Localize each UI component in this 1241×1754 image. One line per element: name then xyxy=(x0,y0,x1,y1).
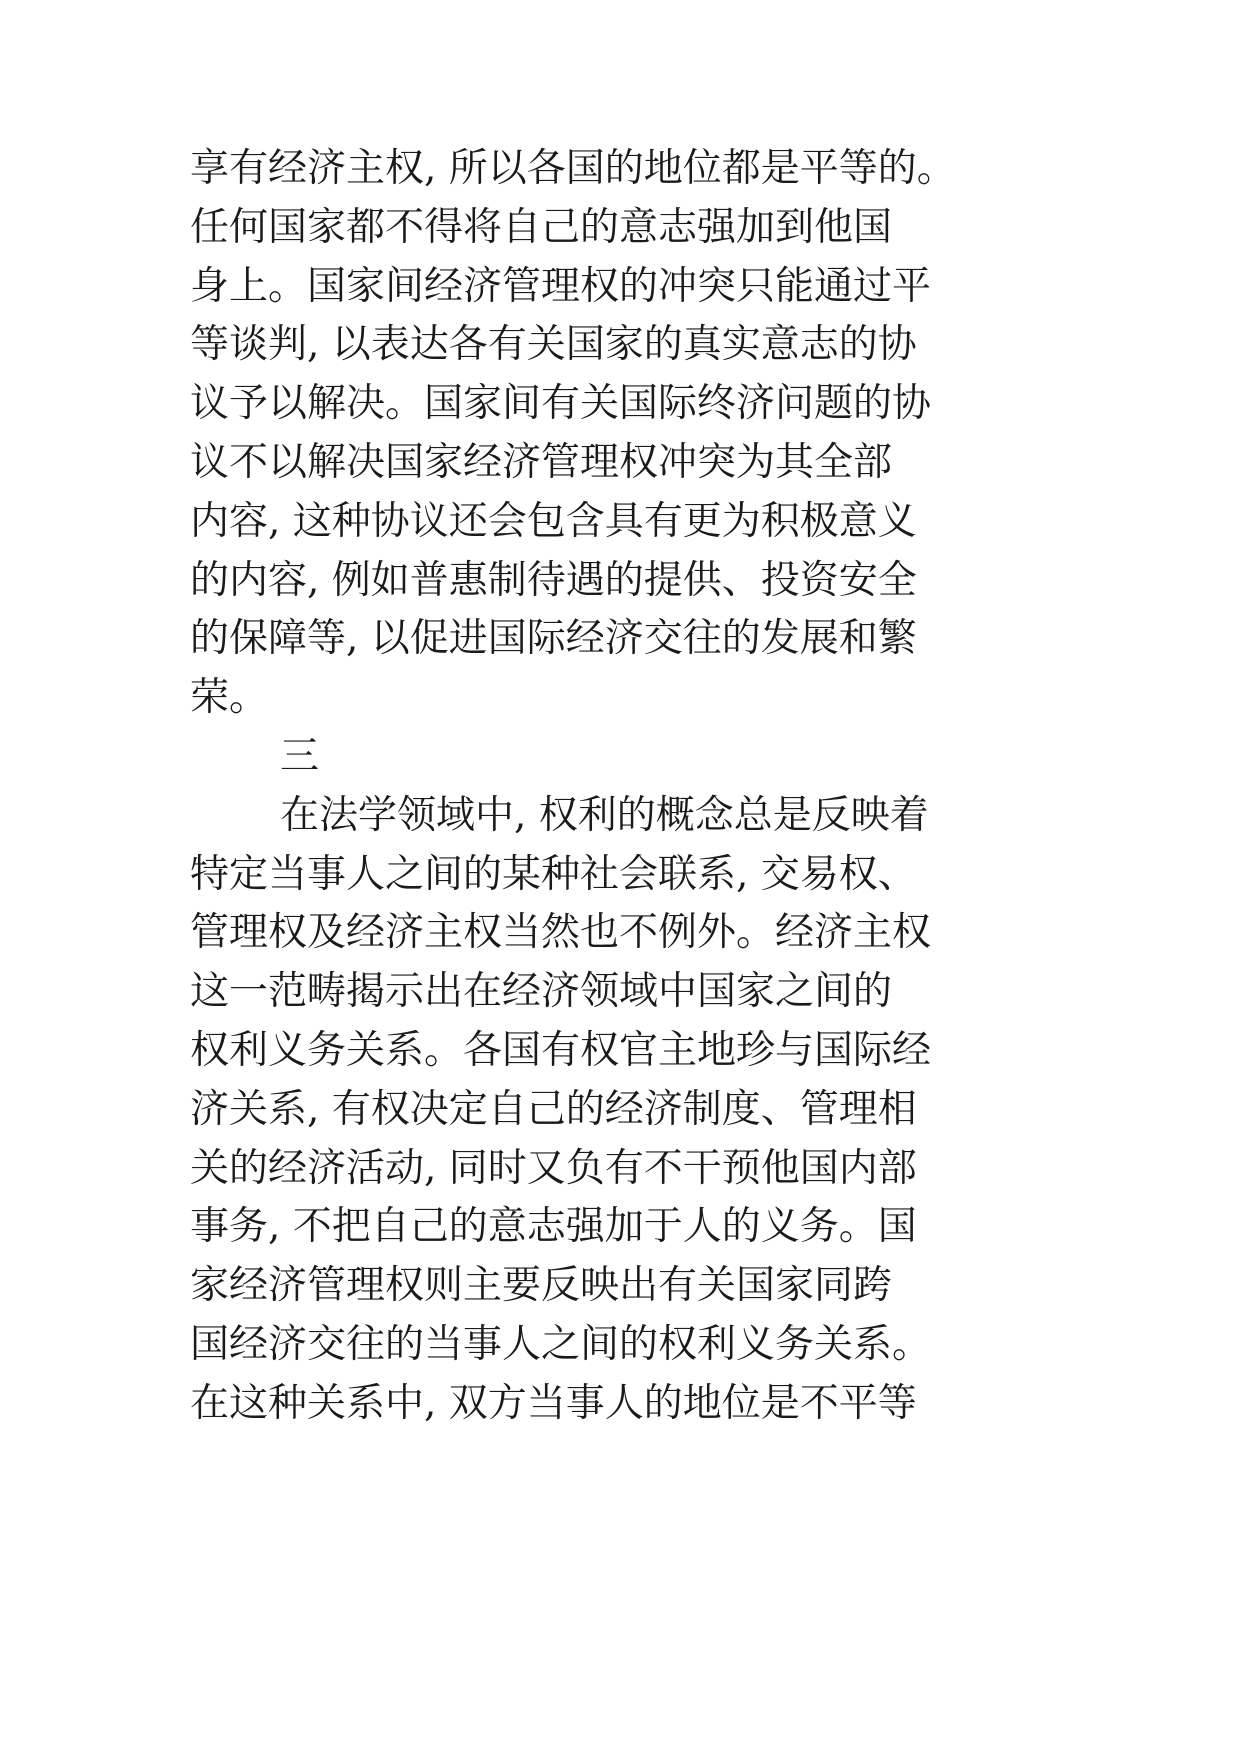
text-line: 国经济交往的当事人之间的权利义务关系。 xyxy=(190,1321,932,1367)
text-line: 济关系, 有权决定自己的经济制度、管理相 xyxy=(190,1086,917,1132)
text-line: 荣。 xyxy=(190,675,269,721)
text-line: 议予以解决。国家间有关国际终济问题的协 xyxy=(190,381,932,427)
text-line: 权利义务关系。各国有权官主地珍与国际经 xyxy=(190,1027,932,1073)
text-line: 特定当事人之间的某种社会联系, 交易权、 xyxy=(190,851,917,897)
body-text xyxy=(190,140,1090,1434)
text-line: 关的经济活动, 同时又负有不干预他国内部 xyxy=(190,1145,917,1191)
text-line: 的内容, 例如普惠制待遇的提供、投资安全 xyxy=(190,557,917,603)
text-line: 任何国家都不得将自己的意志强加到他国 xyxy=(190,204,893,250)
text-line: 这一范畴揭示出在经济领域中国家之间的 xyxy=(190,969,893,1015)
text-line: 等谈判, 以表达各有关国家的真实意志的协 xyxy=(190,322,917,368)
text-line: 享有经济主权, 所以各国的地位都是平等的。 xyxy=(190,146,956,191)
text-line: 议不以解决国家经济管理权冲突为其全部 xyxy=(190,439,893,485)
text-line: 事务, 不把自己的意志强加于人的义务。国 xyxy=(190,1204,917,1250)
text-line: 身上。国家间经济管理权的冲突只能通过平 xyxy=(190,263,932,309)
text-line: 在这种关系中, 双方当事人的地位是不平等 xyxy=(190,1380,917,1426)
text-line: 内容, 这种协议还会包含具有更为积极意义 xyxy=(190,498,917,544)
section-heading: 三 xyxy=(280,733,320,779)
text-line: 的保障等, 以促进国际经济交往的发展和繁 xyxy=(190,616,917,662)
text-line: 在法学领域中, 权利的概念总是反映着 xyxy=(280,792,929,838)
text-line: 家经济管理权则主要反映出有关国家同跨 xyxy=(190,1263,893,1309)
text-line: 管理权及经济主权当然也不例外。经济主权 xyxy=(190,910,932,956)
